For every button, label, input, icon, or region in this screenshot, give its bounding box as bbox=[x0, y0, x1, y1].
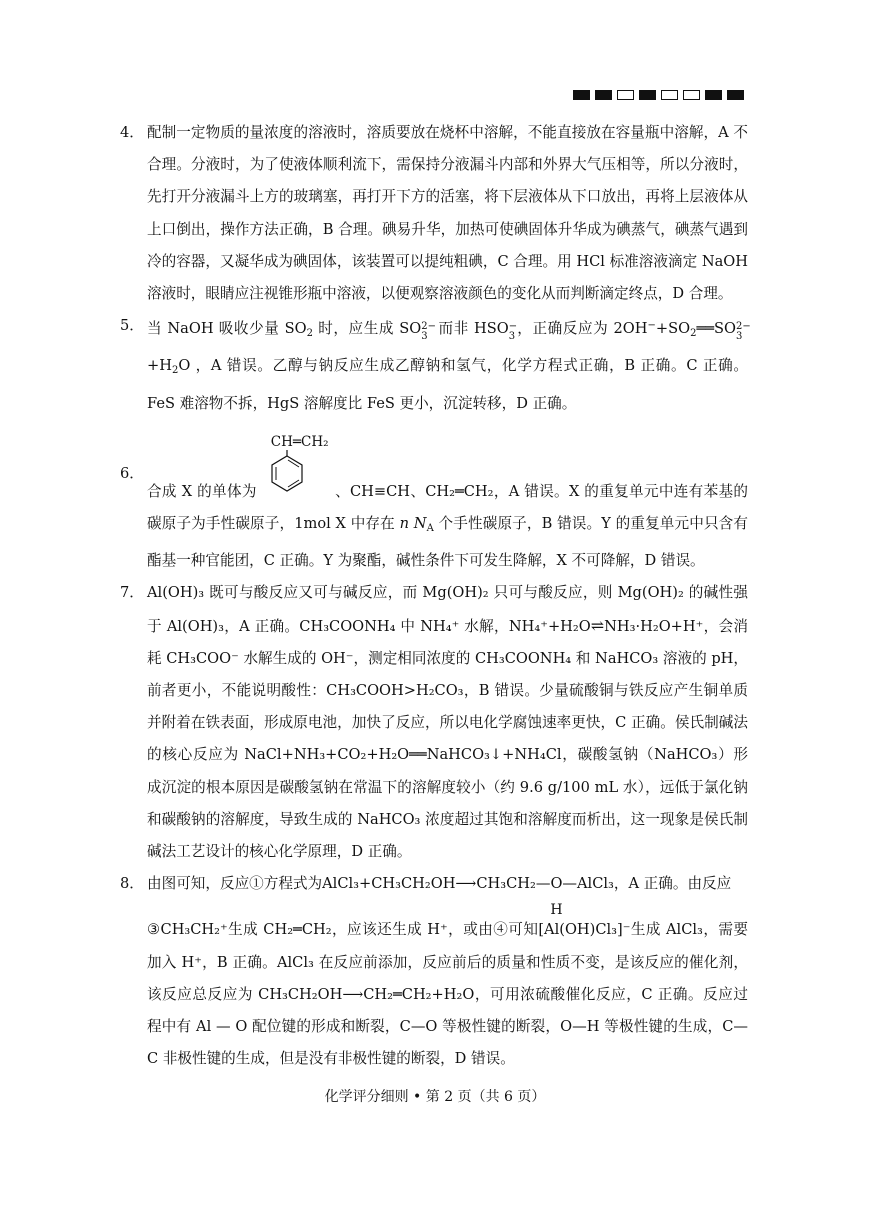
question-8 bbox=[120, 868, 748, 1075]
header-mark-3 bbox=[639, 90, 656, 100]
header-mark-0 bbox=[573, 90, 590, 100]
question-text: 合成 X 的单体为 CH═CH₂ 、CH≡CH、CH₂═CH₂，A 错误。X 的重复单元中连有苯基的碳原子为手性碳原子，1mol X 中存在 n $N_A$ 个手性碳原子，B 错误。Y 的重复单元中只含有酯基一种官能团，C 正确。Y 为聚酯，碱性条件下可发生降解，X 不可降解，D 错误。 bbox=[147, 458, 748, 578]
benzene-ring-icon bbox=[267, 450, 307, 494]
styrene-structure: CH═CH₂ bbox=[257, 428, 335, 496]
question-text: 配制一定物质的量浓度的溶液时，溶质要放在烧杯中溶解，不能直接放在容量瓶中溶解，A 不合理。分液时，为了使液体顺利流下，需保持分液漏斗内部和外界大气压相等，所以分液时，先打开分液漏斗上方的玻璃塞，再打开下方的活塞，将下层液体从下口放出，再将上层液体从上口倒出，操作方法正确，B 合理。碘易升华，加热可使碘固体升华成为碘蒸气，碘蒸气遇到冷的容器，又凝华成为碘固体，该装置可以提纯粗碘，C 合理。用 HCl 标准溶液滴定 NaOH 溶液时，眼睛应注视锥形瓶中溶液，以便观察溶液颜色的变化从而判断滴定终点，D 合理。 bbox=[147, 124, 748, 303]
question-6 bbox=[120, 433, 748, 578]
question-number: 6． bbox=[120, 464, 144, 482]
question-text: 当 NaOH 吸收少量 $SO_2$ 时，应生成 SO 2− 3 而非 HSO − 3 ，正确反应为 $2OH^-+SO_2══SO$ 2− 3 $+H_2O$ ，A 错误。乙醇与钠反应生成乙醇钠和氢气，化学方程式正确，B 正确。C 正确。FeS 难溶物不拆，HgS 溶解度比 FeS 更小，沉淀转移，D 正确。 bbox=[147, 320, 751, 412]
question-text-cont: ③CH₃CH₂⁺生成 CH₂═CH₂，应该还生成 H⁺，或由④可知[Al(OH)Cl₃]⁻生成 AlCl₃，需要加入 H⁺，B 正确。AlCl₃ 在反应前添加，反应前后的质量和性质不变，是该反应的催化剂，该反应总反应为 CH₃CH₂OH⟶CH₂═CH₂+H₂O，可用浓硫酸催化反应，C 正确。反应过程中有 Al — O 配位键的形成和断裂，C—O 等极性键的断裂，O—H 等极性键的生成，C—C 非极性键的生成，但是没有非极性键的断裂，D 错误。 bbox=[147, 921, 748, 1068]
header-mark-1 bbox=[595, 90, 612, 100]
question-7 bbox=[120, 577, 748, 868]
header-mark-2 bbox=[617, 90, 634, 100]
question-5 bbox=[120, 310, 751, 420]
question-number: 7． bbox=[120, 584, 144, 602]
question-text: 由图可知，反应①方程式为AlCl₃+CH₃CH₂OH⟶CH₃CH₂—O H —AlCl₃，A 正确。由反应 bbox=[147, 868, 748, 900]
header-mark-4 bbox=[661, 90, 678, 100]
question-text: Al(OH)₃ 既可与酸反应又可与碱反应，而 Mg(OH)₂ 只可与酸反应，则 Mg(OH)₂ 的碱性强于 Al(OH)₃，A 正确。CH₃COONH₄ 中 NH₄⁺ 水解，NH₄⁺+H₂O⇌NH₃·H₂O+H⁺，会消耗 CH₃COO⁻ 水解生成的 OH⁻，测定相同浓度的 CH₃COONH₄ 和 NaHCO₃ 溶液的 pH，前者更小，不能说明酸性：CH₃COOH>H₂CO₃，B 错误。少量硫酸铜与铁反应产生铜单质并附着在铁表面，形成原电池，加快了反应，所以电化学腐蚀速率更快，C 正确。侯氏制碱法的核心反应为 NaCl+NH₃+CO₂+H₂O══NaHCO₃↓+NH₄Cl，碳酸氢钠（NaHCO₃）形成沉淀的根本原因是碳酸氢钠在常温下的溶解度较小（约 9.6 g/100 mL 水），远低于氯化钠和碳酸钠的溶解度，导致生成的 NaHCO₃ 浓度超过其饱和溶解度而析出，这一现象是侯氏制碱法工艺设计的核心化学原理，D 正确。 bbox=[147, 584, 748, 861]
header-mark-5 bbox=[683, 90, 700, 100]
question-4 bbox=[120, 117, 748, 310]
header-marks bbox=[573, 90, 744, 100]
oxygen-with-h: O H bbox=[550, 875, 563, 919]
question-number: 5． bbox=[120, 317, 144, 335]
question-number: 4． bbox=[120, 124, 144, 141]
header-mark-7 bbox=[727, 90, 744, 100]
content bbox=[120, 117, 751, 1075]
page-footer: 化学评分细则 • 第 2 页（共 6 页） bbox=[324, 1089, 546, 1105]
header-mark-6 bbox=[705, 90, 722, 100]
question-number: 8． bbox=[120, 875, 144, 893]
